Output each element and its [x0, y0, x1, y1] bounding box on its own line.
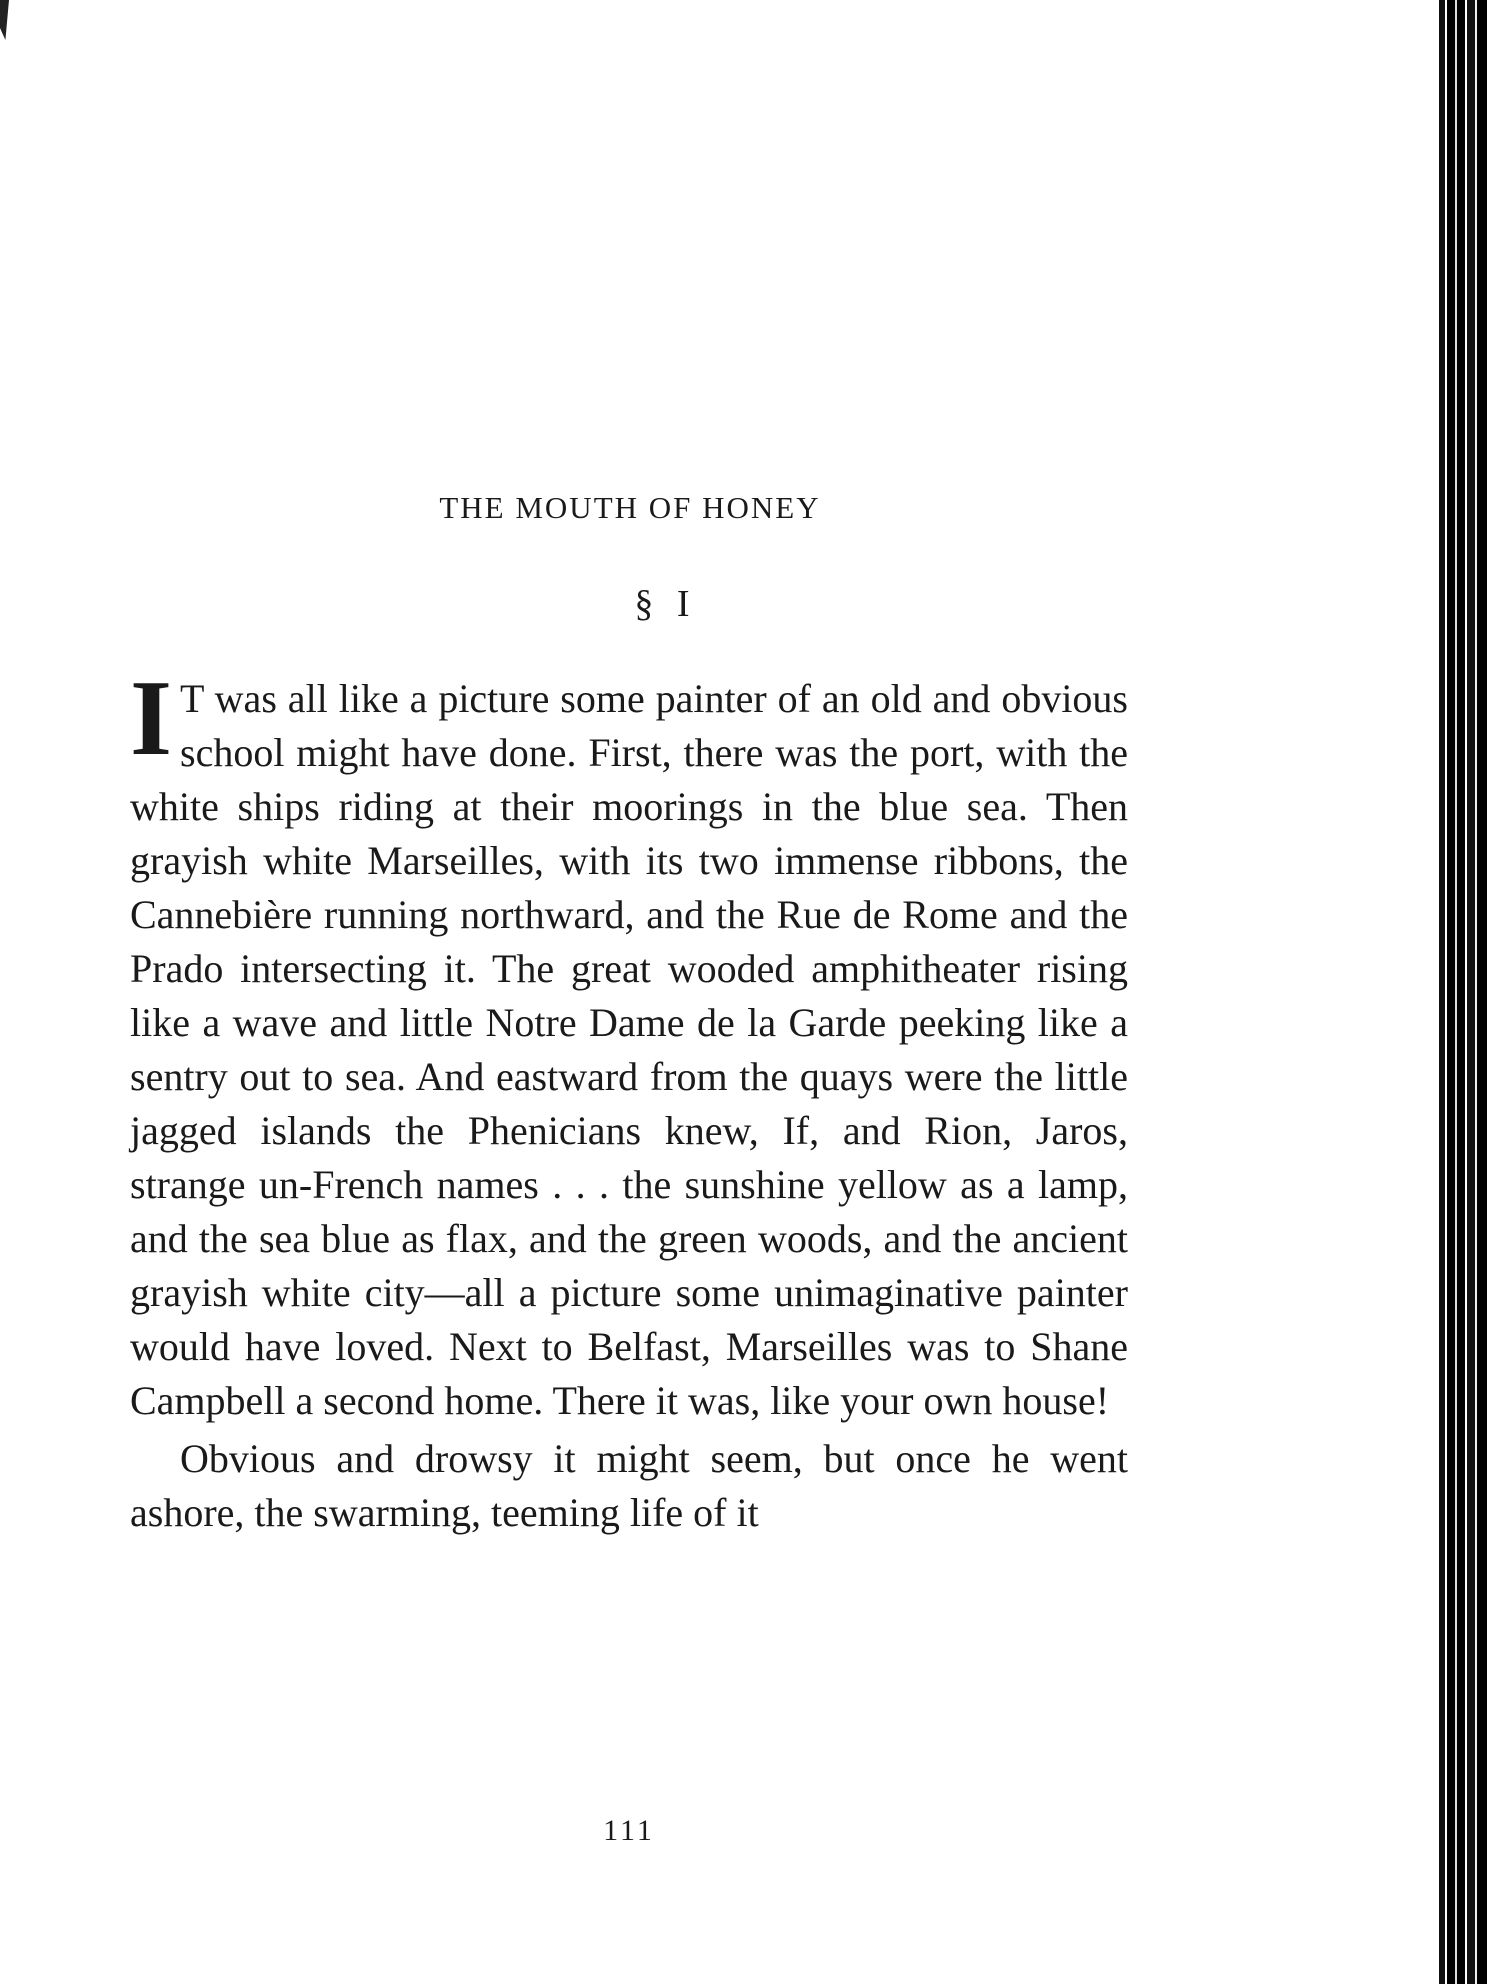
- page-number: 111: [603, 1814, 655, 1847]
- drop-cap: I: [130, 659, 173, 778]
- paragraph-1: [130, 659, 1128, 1428]
- paragraph-2: Obvious and drowsy it might seem, but once he went ashore, the swarming, teeming life of it: [130, 1436, 1128, 1535]
- chapter-title: THE MOUTH OF HONEY: [439, 490, 821, 525]
- paragraph-1-text: T was all like a picture some painter of an old and obvious school might have done. First, there was the port, with the white ships riding at their moorings in the blue sea. Then grayish white Marseilles, with its two immense ribbons, the Cannebière running northward, and the Rue de Rome and the Prado intersecting it. The great wooded amphitheater rising like a wave and little Notre Dame de la Garde peeking like a sentry out to sea. And eastward from the quays were the little jagged islands the Phenicians knew, If, and Rion, Jaros, strange un-French names . . . the sunshine yellow as a lamp, and the sea blue as flax, and the green woods, and the ancient grayish white city—all a picture some unimaginative painter would have loved. Next to Belfast, Marseilles was to Shane Campbell a second home. There it was, like your own house!: [130, 676, 1128, 1423]
- scan-corner-mark: [0, 0, 9, 40]
- section-number: § I: [634, 583, 690, 625]
- book-spine-edge: [1435, 0, 1487, 1984]
- body-text: [130, 659, 1128, 1540]
